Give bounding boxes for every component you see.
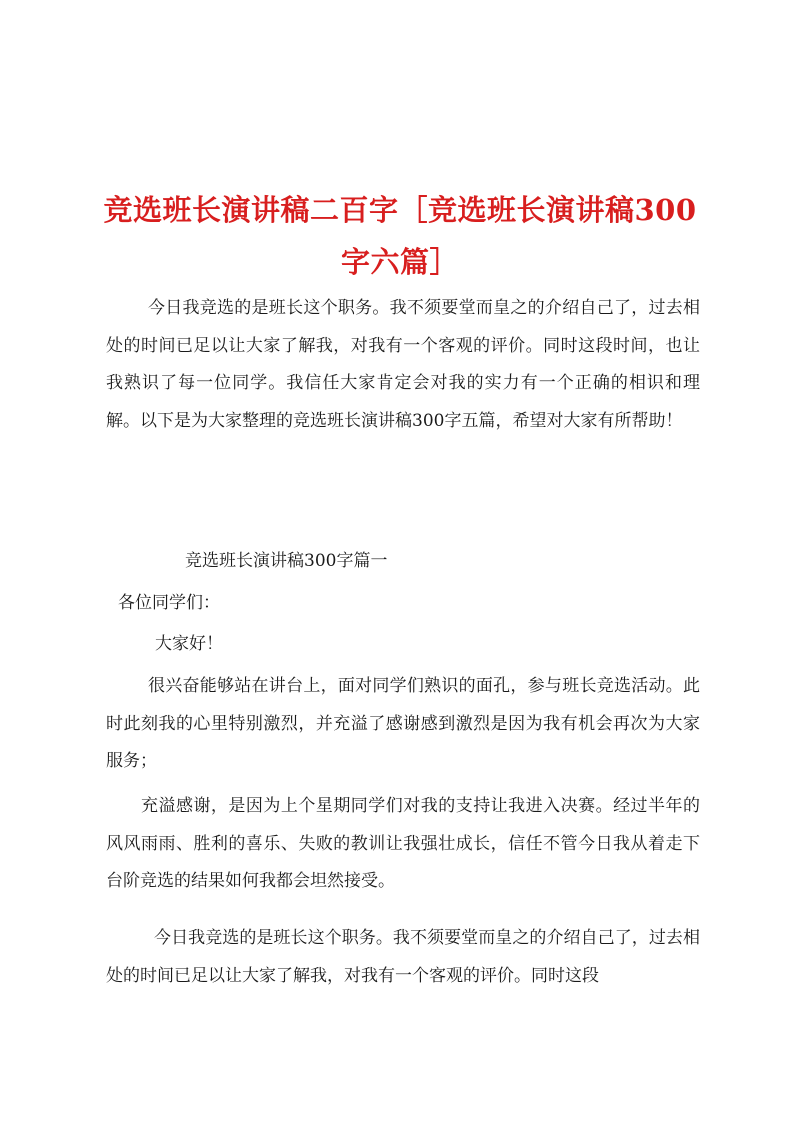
- body-paragraph: 很兴奋能够站在讲台上，面对同学们熟识的面孔，参与班长竞选活动。此时此刻我的心里特别激烈，并充溢了感谢感到激烈是因为我有机会再次为大家服务；: [106, 676, 700, 771]
- greeting: 大家好！: [155, 634, 223, 654]
- document-title: 竞选班长演讲稿二百字［竞选班长演讲稿300字六篇］: [103, 193, 697, 280]
- salutation: 各位同学们：: [118, 593, 220, 613]
- body-paragraph: 充溢感谢，是因为上个星期同学们对我的支持让我进入决赛。经过半年的风风雨雨、胜利的喜乐、失败的教训让我强壮成长，信任不管今日我从着走下台阶竞选的结果如何我都会坦然接受。: [106, 796, 700, 891]
- intro-paragraph: 今日我竞选的是班长这个职务。我不须要堂而皇之的介绍自己了，过去相处的时间已足以让大家了解我，对我有一个客观的评价。同时这段时间，也让我熟识了每一位同学。我信任大家肯定会对我的实力有一个正确的相识和理解。以下是为大家整理的竞选班长演讲稿300字五篇，希望对大家有所帮助！: [106, 298, 700, 431]
- body-paragraph: 今日我竞选的是班长这个职务。我不须要堂而皇之的介绍自己了，过去相处的时间已足以让大家了解我，对我有一个客观的评价。同时这段: [106, 928, 700, 986]
- section-heading: 竞选班长演讲稿300字篇一: [185, 551, 388, 571]
